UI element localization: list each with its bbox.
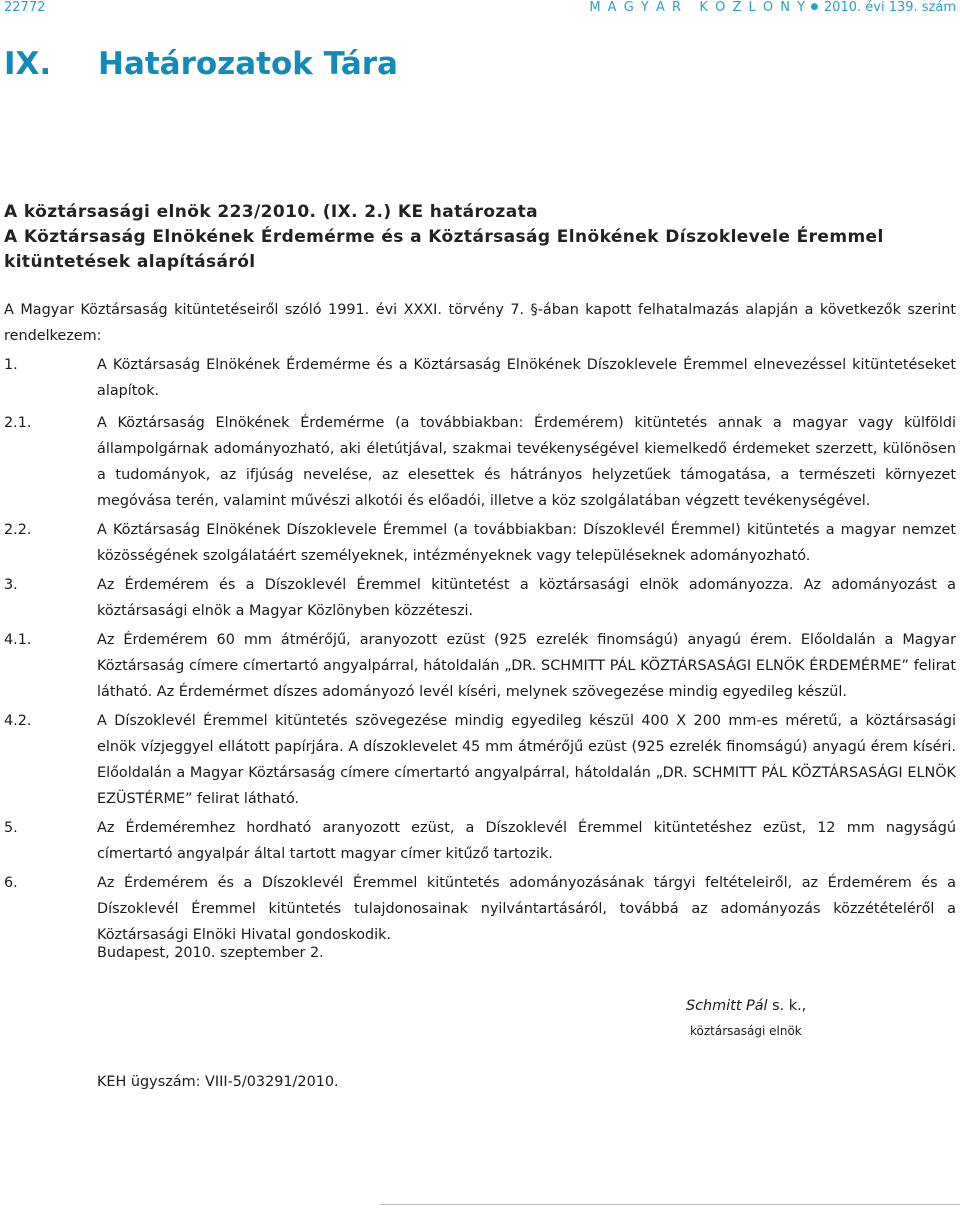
journal-name: M A G Y A R K Ö Z L Ö N Y	[589, 0, 807, 15]
item-text: Az Érdeméremhez hordható aranyozott ezüst, a Díszoklevél Éremmel kitüntetéshez ezüst, 12 mm nagyságú címertartó angyalpár által tartott magyar címer kitűző tartozik.	[97, 820, 956, 862]
decision-item	[4, 870, 956, 948]
decision-title-line: kitüntetések alapításáról	[4, 252, 256, 272]
decision-item	[4, 708, 956, 812]
item-text: Az Érdemérem és a Díszoklevél Éremmel kitüntetés adományozásának tárgyi feltételeiről, az Érdemérem és a Díszoklevél Éremmel kitüntetés tulajdonosainak nyilvántartásáról, továbbá az adományozás közzétételéről a Köztársasági Elnöki Hivatal gondoskodik.	[97, 875, 956, 943]
item-text: A Köztársaság Elnökének Érdemérme és a Köztársaság Elnökének Díszoklevele Éremmel elnevezéssel kitüntetéseket alapítok.	[97, 357, 956, 399]
page-header	[0, 0, 960, 24]
decision-item	[4, 410, 956, 514]
section-title: Határozatok Tára	[98, 46, 398, 82]
item-number: 2.2.	[4, 522, 32, 538]
decision-title	[4, 200, 954, 275]
page-number: 22772	[4, 0, 46, 15]
item-number: 1.	[4, 357, 18, 373]
signer-name: Schmitt Pál	[686, 998, 768, 1014]
decision-items	[4, 352, 956, 948]
decision-item	[4, 572, 956, 624]
decision-item	[4, 627, 956, 705]
item-number: 4.2.	[4, 713, 32, 729]
section-number: IX.	[4, 46, 52, 82]
item-number: 6.	[4, 875, 18, 891]
item-text: A Köztársaság Elnökének Díszoklevele Éremmel (a továbbiakban: Díszoklevél Éremmel) kitüntetés a magyar nemzet közösségének szolgálatáért személyeknek, intézményeknek vagy településeknek adományozható.	[97, 522, 956, 564]
item-text: Az Érdemérem és a Díszoklevél Éremmel kitüntetést a köztársasági elnök adományozza. Az adományozást a köztársasági elnök a Magyar Közlönyben közzéteszi.	[97, 577, 956, 619]
decision-item	[4, 517, 956, 569]
signature	[686, 998, 806, 1014]
signer-title: köztársasági elnök	[690, 1024, 802, 1038]
item-text: Az Érdemérem 60 mm átmérőjű, aranyozott ezüst (925 ezrelék finomságú) anyagú érem. Előoldalán a Magyar Köztársaság címere címertartó angyalpárral, hátoldalán „DR. SCHMITT PÁL KÖZTÁRSASÁGI ELNÖK ÉRDEMÉRME” felirat látható. Az Érdemérmet díszes adományozó levél kíséri, melynek szövegezése mindig egyedileg készül.	[97, 632, 956, 700]
issue-number: 2010. évi 139. szám	[823, 0, 956, 15]
decision-title-line: A köztársasági elnök 223/2010. (IX. 2.) KE határozata	[4, 202, 538, 222]
signer-suffix: s. k.,	[767, 998, 807, 1014]
running-header	[589, 0, 956, 15]
item-number: 3.	[4, 577, 18, 593]
item-number: 2.1.	[4, 415, 32, 431]
place-date: Budapest, 2010. szeptember 2.	[97, 945, 324, 961]
item-number: 5.	[4, 820, 18, 836]
reference-number: KEH ügyszám: VIII-5/03291/2010.	[97, 1074, 339, 1090]
decision-title-line: A Köztársaság Elnökének Érdemérme és a Köztársaság Elnökének Díszoklevele Éremmel	[4, 227, 884, 247]
preamble: A Magyar Köztársaság kitüntetéseiről szóló 1991. évi XXXI. törvény 7. §-ában kapott felhatalmazás alapján a következők szerint rendelkezem:	[4, 302, 956, 344]
item-text: A Köztársaság Elnökének Érdemérme (a továbbiakban: Érdemérem) kitüntetés annak a magyar vagy külföldi állampolgárnak adományozható, aki életútjával, szakmai tevékenységével kiemelkedő érdemeket szerzett, különösen a tudományok, az ifjúság nevelése, az elesettek és hátrányos helyzetűek támogatása, a természeti környezet megóvása terén, valamint művészi alkotói és előadói, illetve a köz szolgálatában végzett tevékenységével.	[97, 415, 956, 509]
decision-item	[4, 352, 956, 404]
decision-item	[4, 815, 956, 867]
item-text: A Díszoklevél Éremmel kitüntetés szövegezése mindig egyedileg készül 400 X 200 mm-es méretű, a köztársasági elnök vízjeggyel ellátott papírjára. A díszoklevelet 45 mm átmérőjű ezüst (925 ezrelék finomságú) anyagú érem kíséri. Előoldalán a Magyar Köztársaság címere címertartó angyalpárral, hátoldalán „DR. SCHMITT PÁL KÖZTÁRSASÁGI ELNÖK EZÜSTÉRME” felirat látható.	[97, 713, 956, 807]
footer-rule	[380, 1204, 960, 1205]
item-number: 4.1.	[4, 632, 32, 648]
bullet-icon: ●	[810, 2, 820, 12]
